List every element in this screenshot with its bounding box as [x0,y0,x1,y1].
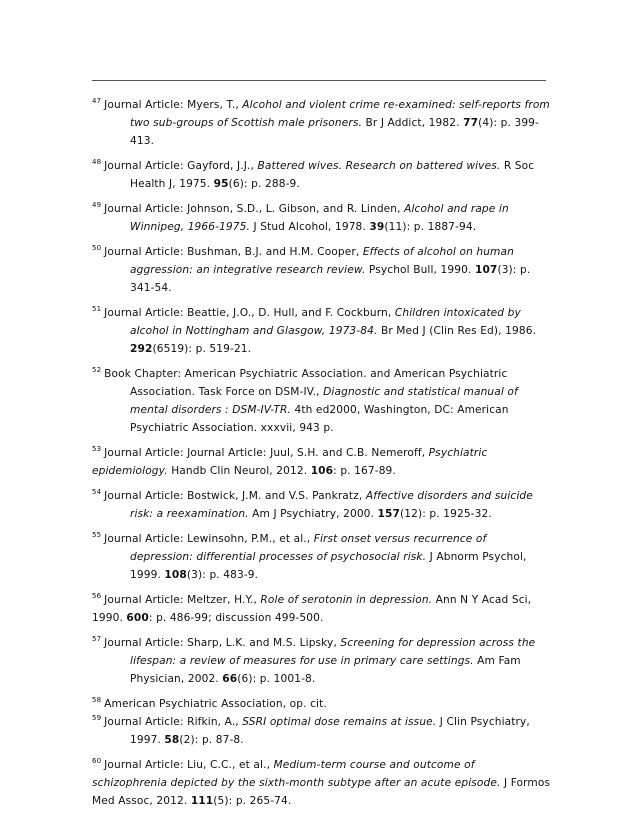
footnote-title: Children intoxicated by alcohol in Nottingham and Glasgow, 1973-84. [130,307,521,337]
footnote-volume: 77 [463,117,479,129]
footnote-volume: 292 [130,343,153,355]
footnote-source: 4th ed2000, Washington, DC: American Psychiatric Association. xxxvii, 943 p. [130,404,509,434]
footnote-pages: (4): p. 399-413. [130,117,539,147]
footnote-number: 48 [92,158,102,167]
footnote-pages: (2): p. 87-8. [179,734,244,746]
footnote-source: R Soc Health J, 1975. [130,160,535,190]
footnote-prefix: Journal Article: Lewinsohn, P.M., et al., [104,533,314,545]
footnote-volume: 157 [377,508,401,520]
footnote-pages: : p. 167-89. [333,465,396,477]
footnote-source: J Abnorm Psychol, 1999. [130,551,527,581]
footnote-pages: (6519): p. 519-21. [152,343,252,355]
footnote-title: Diagnostic and statistical manual of mental disorders : DSM-IV-TR. [130,386,518,416]
footnote-volume: 106 [310,465,334,477]
footnote-60 [92,756,552,810]
footnote-prefix: Journal Article: Journal Article: Juul, S.H. and C.B. Nemeroff, [104,447,429,459]
footnote-59 [92,713,552,749]
footnote-title: Effects of alcohol on human aggression: an integrative research review. [130,246,514,276]
footnote-source: Am J Psychiatry, 2000. [248,508,378,520]
footnote-56 [92,591,552,627]
footnote-source: Handb Clin Neurol, 2012. [167,465,311,477]
footnote-title: Battered wives. Research on battered wives. [257,160,501,172]
footnote-prefix: Journal Article: Meltzer, H.Y., [104,594,261,606]
footnote-prefix: American Psychiatric Association, op. cit. [104,698,327,710]
footnote-50 [92,243,552,297]
footnote-volume: 66 [222,673,238,685]
footnote-prefix: Journal Article: Gayford, J.J., [104,160,258,172]
footnote-pages: (6): p. 1001-8. [237,673,316,685]
footnote-source: Am Fam Physician, 2002. [130,655,521,685]
footnote-58 [92,695,552,713]
footnote-pages: : p. 486-99; discussion 499-500. [148,612,324,624]
footnote-source: J Clin Psychiatry, 1997. [130,716,530,746]
footnote-pages: (5): p. 265-74. [213,795,292,807]
footnote-51 [92,304,552,358]
footnote-title: First onset versus recurrence of depression: differential processes of psychosocial risk. [130,533,487,563]
footnote-number: 50 [92,244,102,253]
footnote-volume: 58 [164,734,180,746]
footnote-pages: (3): p. 341-54. [130,264,531,294]
footnote-pages: (12): p. 1925-32. [400,508,492,520]
footnote-number: 51 [92,305,102,314]
footnote-number: 54 [92,488,102,497]
footnote-53 [92,444,552,480]
footnote-pages: (3): p. 483-9. [186,569,259,581]
footnote-number: 47 [92,97,102,106]
footnote-prefix: Journal Article: Bostwick, J.M. and V.S. Pankratz, [104,490,366,502]
footnote-title: Medium-term course and outcome of schizophrenia depicted by the sixth-month subtype after an acute episode. [92,759,501,789]
footnote-number: 49 [92,201,102,210]
footnote-title: Alcohol and violent crime re-examined: self-reports from two sub-groups of Scottish male prisoners. [130,99,550,129]
footnote-prefix: Journal Article: Rifkin, A., [104,716,243,728]
footnote-title: Role of serotonin in depression. [260,594,433,606]
footnote-number: 55 [92,531,102,540]
footnote-52 [92,365,552,437]
footnotes-list [92,96,552,817]
footnote-separator [92,80,546,81]
footnote-source: J Formos Med Assoc, 2012. [92,777,551,807]
footnote-title: Affective disorders and suicide risk: a reexamination. [130,490,533,520]
footnote-volume: 600 [126,612,149,624]
footnote-number: 57 [92,635,102,644]
footnote-57 [92,634,552,688]
footnote-49 [92,200,552,236]
footnote-volume: 111 [190,795,214,807]
footnote-source: Ann N Y Acad Sci, 1990. [92,594,532,624]
footnote-title: Alcohol and rape in Winnipeg, 1966-1975. [130,203,509,233]
footnote-prefix: Journal Article: Bushman, B.J. and H.M. Cooper, [104,246,363,258]
footnote-pages: (11): p. 1887-94. [384,221,477,233]
footnote-47 [92,96,552,150]
footnote-number: 60 [92,757,102,766]
footnote-prefix: Journal Article: Beattie, J.O., D. Hull, and F. Cockburn, [104,307,395,319]
footnote-source: Br J Addict, 1982. [361,117,464,129]
footnote-number: 59 [92,714,102,723]
footnote-number: 53 [92,445,102,454]
footnote-prefix: Journal Article: Myers, T., [104,99,243,111]
footnote-55 [92,530,552,584]
footnote-volume: 39 [369,221,385,233]
footnote-title: Screening for depression across the lifespan: a review of measures for use in primary care settings. [130,637,536,667]
footnote-volume: 108 [164,569,187,581]
footnote-source: Psychol Bull, 1990. [365,264,475,276]
footnote-prefix: Journal Article: Liu, C.C., et al., [104,759,274,771]
footnote-source: Br Med J (Clin Res Ed), 1986. [377,325,537,337]
footnote-prefix: Book Chapter: American Psychiatric Association. and American Psychiatric Association. Task Force on DSM-IV., [104,368,508,398]
footnote-prefix: Journal Article: Sharp, L.K. and M.S. Lipsky, [104,637,341,649]
footnote-number: 58 [92,696,102,705]
footnote-prefix: Journal Article: Johnson, S.D., L. Gibson, and R. Linden, [104,203,405,215]
footnote-title: Psychiatric epidemiology. [92,447,488,477]
footnote-title: SSRI optimal dose remains at issue. [242,716,437,728]
footnote-pages: (6): p. 288-9. [228,178,300,190]
footnote-number: 56 [92,592,102,601]
footnote-source: J Stud Alcohol, 1978. [250,221,370,233]
footnote-volume: 107 [474,264,498,276]
footnote-number: 52 [92,366,102,375]
footnote-48 [92,157,552,193]
footnote-54 [92,487,552,523]
footnote-volume: 95 [213,178,229,190]
